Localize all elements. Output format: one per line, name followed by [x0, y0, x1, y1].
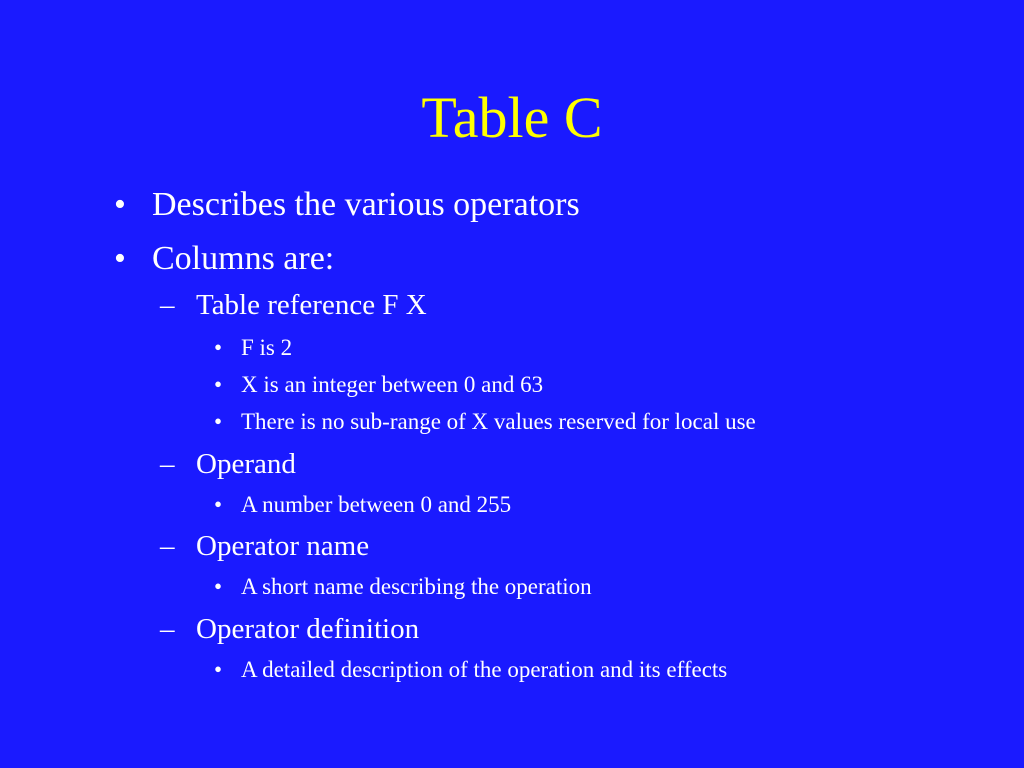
slide-title: Table C: [421, 85, 603, 150]
dash-marker: –: [160, 289, 175, 321]
subbullet-text: Operator definition: [196, 613, 420, 645]
subbullet-text: Operand: [196, 448, 296, 480]
subsubbullet-text: A short name describing the operation: [241, 574, 592, 599]
dash-marker: –: [160, 448, 175, 480]
dash-marker: –: [160, 530, 175, 562]
bullet-text: Describes the various operators: [152, 186, 580, 223]
dash-marker: –: [160, 613, 175, 645]
bullet-marker: •: [214, 492, 223, 517]
bullet-marker: •: [114, 240, 126, 277]
bullet-marker: •: [214, 657, 223, 682]
subsubbullet-text: X is an integer between 0 and 63: [241, 372, 544, 397]
bullet-marker: •: [214, 372, 223, 397]
subsubbullet-text: There is no sub-range of X values reserved for local use: [241, 409, 756, 434]
bullet-marker: •: [214, 409, 223, 434]
bullet-text: Columns are:: [152, 240, 335, 277]
bullet-marker: •: [214, 335, 223, 360]
subsubbullet-text: A number between 0 and 255: [241, 492, 512, 517]
bullet-marker: •: [214, 574, 223, 599]
subbullet-text: Operator name: [196, 530, 370, 562]
subsubbullet-text: F is 2: [241, 335, 293, 360]
bullet-marker: •: [114, 186, 126, 223]
subbullet-text: Table reference F X: [196, 289, 427, 321]
subsubbullet-text: A detailed description of the operation and its effects: [241, 657, 728, 682]
